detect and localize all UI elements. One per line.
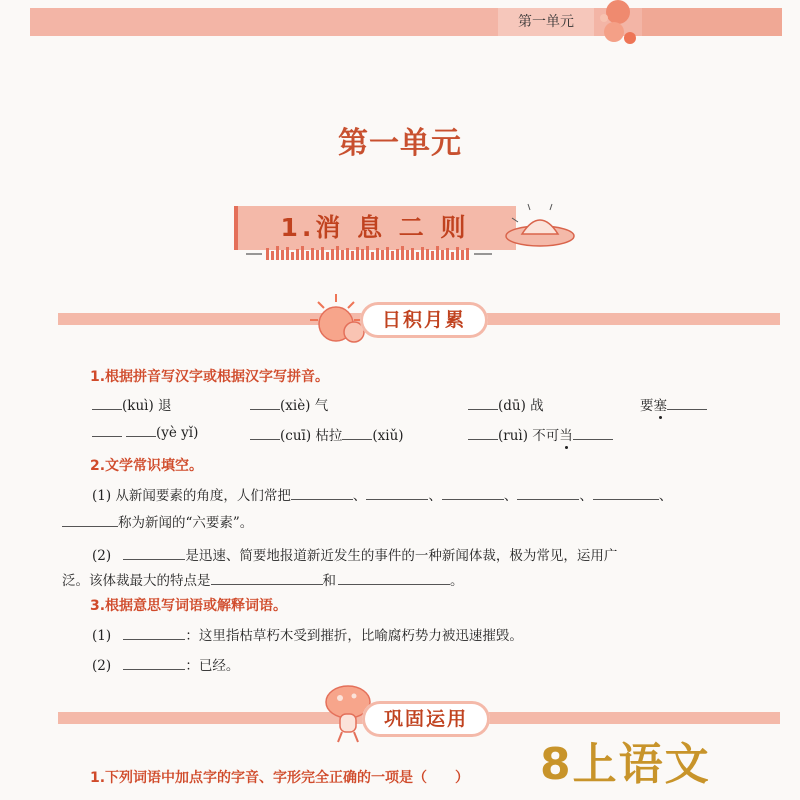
- answer-blank[interactable]: [211, 572, 323, 585]
- answer-blank[interactable]: [123, 547, 185, 560]
- answer-blank[interactable]: [126, 424, 156, 437]
- section-title-accumulate: 日积月累: [360, 302, 488, 338]
- q1-item-d-prefix: 要: [640, 398, 654, 414]
- unit-title: 第一单元: [338, 126, 462, 161]
- answer-blank[interactable]: [667, 397, 707, 410]
- section-title-consolidate: 巩固运用: [362, 701, 490, 737]
- q2-part-2-text: 是迅速、简要地报道新近发生的事件的一种新闻体裁，极为常见，运用广: [185, 548, 618, 564]
- question-1-heading: 1.根据拼音写汉字或根据汉字写拼音。: [90, 369, 330, 385]
- q2-part-2: [92, 544, 617, 564]
- answer-blank[interactable]: [573, 427, 613, 440]
- q2-part-2-label: (2): [92, 548, 112, 564]
- answer-blank[interactable]: [250, 397, 280, 410]
- answer-blank[interactable]: [468, 427, 498, 440]
- ufo-decoration-icon: [500, 198, 580, 260]
- q3-part-1-label: (1): [92, 628, 112, 644]
- q2-part-2-cont: 泛。该体裁最大的特点是 和 。: [62, 573, 464, 589]
- q1-item-e: (yè yǐ): [156, 425, 199, 441]
- q1-item-a: (kuì) 退: [122, 398, 172, 414]
- q1-row-1b: [250, 394, 328, 414]
- q3-part-2: [92, 654, 239, 674]
- equalizer-decoration: [246, 244, 494, 264]
- answer-blank[interactable]: [366, 487, 428, 500]
- q1-item-g-dotted: 当: [559, 428, 573, 444]
- answer-blank[interactable]: [291, 487, 353, 500]
- answer-blank[interactable]: [442, 487, 504, 500]
- q3-part-2-label: (2): [92, 658, 112, 674]
- q2-part-1-text: 从新闻要素的角度，人们常把: [115, 488, 291, 504]
- q1-item-f: (cuī) 枯拉: [280, 428, 343, 444]
- q1-item-d-dotted: 塞: [653, 398, 667, 414]
- answer-blank[interactable]: [468, 397, 498, 410]
- q1-item-c: (dū) 战: [498, 398, 544, 414]
- q1-row-2c: [468, 424, 613, 444]
- q1-row-1d: [640, 394, 707, 414]
- answer-blank[interactable]: [92, 424, 122, 437]
- q1-row-2: [92, 424, 198, 441]
- planet-decoration-icon: [594, 0, 642, 48]
- answer-blank[interactable]: [62, 514, 118, 527]
- q1-row-1c: [468, 394, 544, 414]
- answer-blank[interactable]: [123, 657, 185, 670]
- q2-part-2-and: 和: [322, 573, 336, 589]
- q3-part-2-text: ：已经。: [185, 658, 240, 674]
- answer-blank[interactable]: [123, 627, 185, 640]
- q1-item-g: (ruì) 不可: [498, 428, 560, 444]
- answer-blank[interactable]: [250, 427, 280, 440]
- answer-blank[interactable]: [92, 397, 122, 410]
- lesson-title: 1.消 息 二 则: [280, 213, 470, 242]
- q1-item-b: (xiè) 气: [280, 398, 329, 414]
- q1-row-2b: [250, 424, 404, 444]
- q2-part-1-end: 称为新闻的“六要素”。: [118, 515, 254, 531]
- q2-part-1-cont: [62, 511, 253, 531]
- grade-subject-watermark: 8上语文: [540, 739, 711, 790]
- answer-blank[interactable]: [593, 487, 659, 500]
- q2-part-2-line2: 泛。该体裁最大的特点是: [62, 573, 211, 589]
- answer-blank[interactable]: [342, 427, 372, 440]
- q2-part-1: (1) 从新闻要素的角度，人们常把 、 、 、 、 、: [92, 488, 673, 504]
- q3-part-1-text: ：这里指枯草朽木受到摧折，比喻腐朽势力被迅速摧毁。: [185, 628, 523, 644]
- header-band-right: [642, 8, 782, 36]
- q2-part-1-label: (1): [92, 488, 112, 504]
- consolidate-question-1: 1.下列词语中加点字的字音、字形完全正确的一项是（ ）: [90, 770, 470, 786]
- q1-row-1: [92, 394, 172, 414]
- unit-tab: 第一单元: [498, 8, 594, 36]
- q3-part-1: [92, 624, 523, 644]
- question-3-heading: 3.根据意思写词语或解释词语。: [90, 598, 288, 614]
- question-2-heading: 2.文学常识填空。: [90, 458, 204, 474]
- answer-blank[interactable]: [338, 572, 450, 585]
- q1-item-f2: (xiǔ): [372, 428, 404, 444]
- answer-blank[interactable]: [517, 487, 579, 500]
